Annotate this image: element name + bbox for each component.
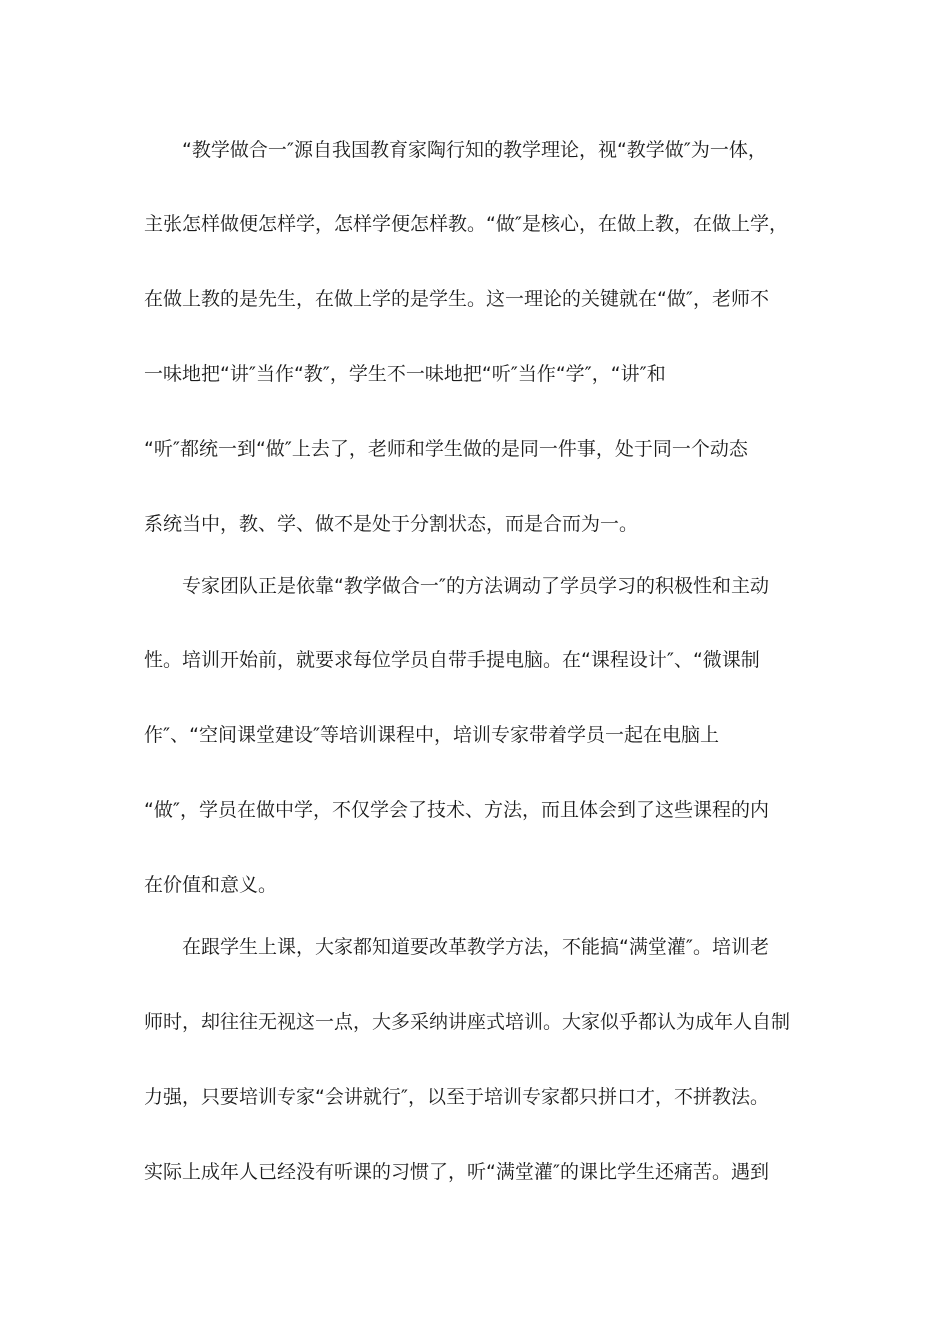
text-line: “做″，学员在做中学，不仅学会了技术、方法，而且体会到了这些课程的内 <box>144 799 769 821</box>
text-line: 一味地把“讲″当作“教″，学生不一味地把“听″当作“学″，“讲″和 <box>144 363 666 385</box>
text-line: 实际上成年人已经没有听课的习惯了，听“满堂灌″的课比学生还痛苦。遇到 <box>144 1161 769 1183</box>
text-line: 性。培训开始前，就要求每位学员自带手提电脑。在“课程设计″、“微课制 <box>144 649 760 671</box>
text-line: 专家团队正是依靠“教学做合一″的方法调动了学员学习的积极性和主动 <box>182 575 769 597</box>
text-line: 作″、“空间课堂建设″等培训课程中，培训专家带着学员一起在电脑上 <box>144 724 720 746</box>
text-line: 主张怎样做便怎样学，怎样学便怎样教。“做″是核心，在做上教，在做上学， <box>144 213 788 235</box>
text-line: “听″都统一到“做″上去了，老师和学生做的是同一件事，处于同一个动态 <box>144 438 748 460</box>
text-line: “教学做合一″源自我国教育家陶行知的教学理论，视“教学做″为一体， <box>182 139 767 161</box>
text-line: 力强，只要培训专家“会讲就行″，以至于培训专家都只拼口才，不拼教法。 <box>144 1086 769 1108</box>
text-line: 在做上教的是先生，在做上学的是学生。这一理论的关键就在“做″，老师不 <box>144 288 769 310</box>
text-line: 系统当中，教、学、做不是处于分割状态，而是合而为一。 <box>144 513 639 535</box>
text-line: 在价值和意义。 <box>144 874 278 896</box>
text-line: 在跟学生上课，大家都知道要改革教学方法，不能搞“满堂灌″。培训老 <box>182 936 769 958</box>
text-line: 师时，却往往无视这一点，大多采纳讲座式培训。大家似乎都认为成年人自制 <box>144 1011 791 1033</box>
